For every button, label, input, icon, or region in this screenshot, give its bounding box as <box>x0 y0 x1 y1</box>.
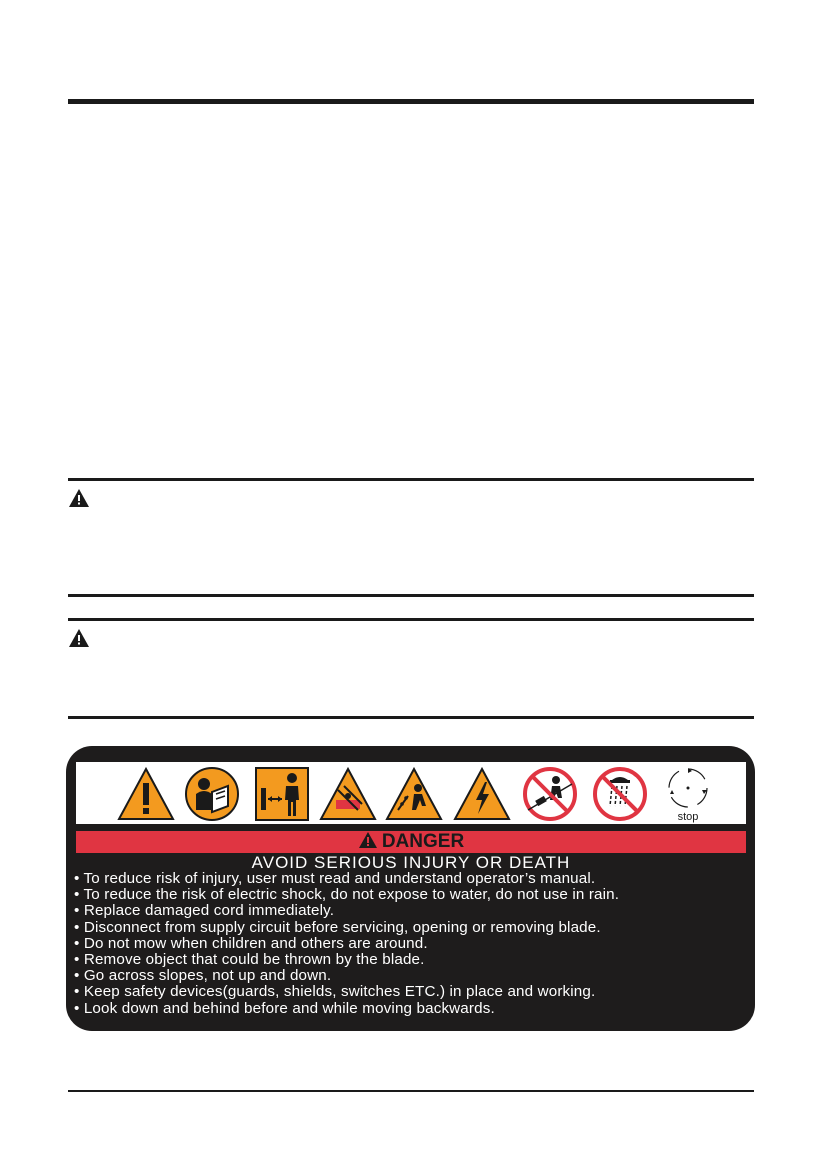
no-rain-icon <box>590 766 650 822</box>
stop-label: stop <box>677 811 699 823</box>
danger-bar <box>76 831 746 853</box>
warning-triangle-icon <box>116 766 176 822</box>
blade-stop-icon <box>658 766 718 824</box>
list-item: • Disconnect from supply circuit before servicing, opening or removing blade. <box>74 918 601 936</box>
list-item: • To reduce the risk of electric shock, do not expose to water, do not use in rain. <box>74 886 620 904</box>
keep-distance-icon <box>252 766 312 822</box>
caution-icon <box>68 628 90 648</box>
list-item: • Do not mow when children and others are around. <box>74 934 428 952</box>
danger-title: DANGER <box>381 831 465 852</box>
list-item: • Go across slopes, not up and down. <box>74 967 332 985</box>
top-rule <box>68 99 754 104</box>
caution-box-bottom-rule <box>68 716 754 719</box>
danger-header <box>76 831 746 853</box>
list-item: • Replace damaged cord immediately. <box>74 902 335 920</box>
list-item: • To reduce risk of injury, user must read and understand operator’s manual. <box>74 870 596 887</box>
danger-subtitle: AVOID SERIOUS INJURY OR DEATH <box>251 853 571 872</box>
list-item: • Keep safety devices(guards, shields, switches ETC.) in place and working. <box>74 983 596 1001</box>
warning-box-bottom-rule <box>68 594 754 597</box>
caution-box-top-rule <box>68 618 754 621</box>
thrown-object-icon <box>384 766 444 822</box>
danger-bullet-list <box>74 871 619 1017</box>
read-manual-icon <box>182 766 242 822</box>
warning-box-top-rule <box>68 478 754 481</box>
no-slope-mowing-icon <box>520 766 580 822</box>
danger-warning-icon <box>358 831 378 849</box>
bottom-rule <box>68 1090 754 1092</box>
warning-icon <box>68 488 90 508</box>
list-item: • Look down and behind before and while moving backwards. <box>74 999 495 1017</box>
electric-shock-icon <box>452 766 512 822</box>
cut-hazard-icon <box>318 766 378 822</box>
list-item: • Remove object that could be thrown by the blade. <box>74 951 425 969</box>
